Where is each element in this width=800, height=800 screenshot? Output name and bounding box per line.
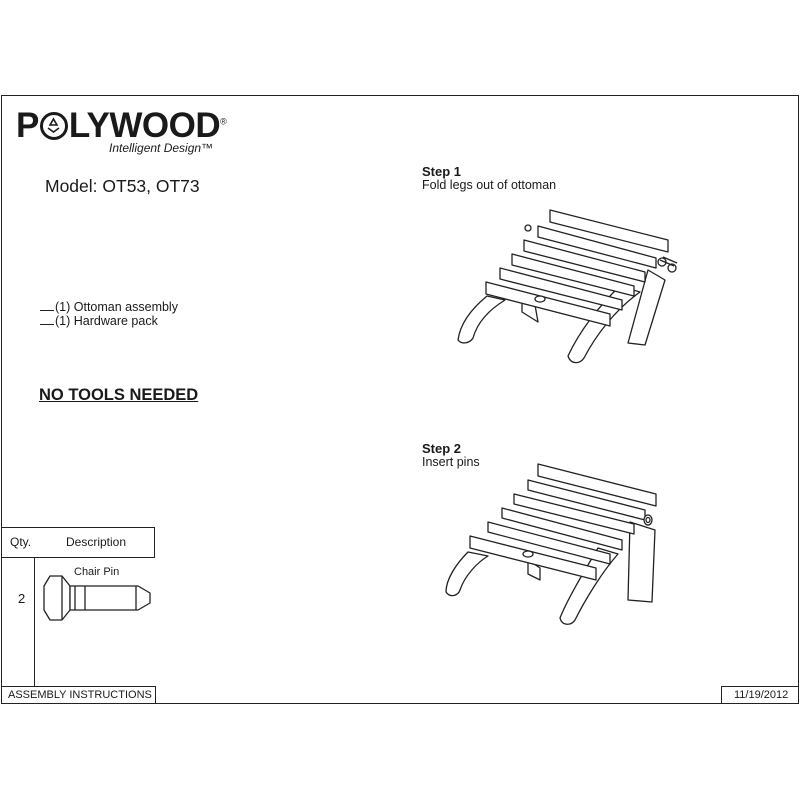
chair-pin-quantity: 2: [18, 591, 26, 606]
model-number: Model: OT53, OT73: [45, 176, 200, 196]
step-2-description: Insert pins: [422, 455, 480, 469]
parts-item-label: (1) Ottoman assembly: [55, 300, 178, 314]
step-1-description: Fold legs out of ottoman: [422, 178, 557, 192]
qty-header: Qty.: [10, 535, 32, 549]
brand-tagline: Intelligent Design™: [109, 141, 214, 155]
logo-letters-lywood: LYWOOD: [68, 106, 221, 145]
description-header: Description: [66, 535, 127, 549]
step-1-title: Step 1: [422, 164, 462, 179]
footer-document-type: ASSEMBLY INSTRUCTIONS: [1, 686, 156, 704]
parts-item-label: (1) Hardware pack: [55, 314, 158, 328]
registered-mark: ®: [220, 116, 227, 127]
chair-pin-label: Chair Pin: [74, 566, 120, 578]
logo-letter-p: P: [16, 106, 39, 145]
no-tools-notice: NO TOOLS NEEDED: [39, 386, 199, 404]
footer-date: 11/19/2012: [721, 686, 799, 704]
step-2-title: Step 2: [422, 441, 462, 456]
